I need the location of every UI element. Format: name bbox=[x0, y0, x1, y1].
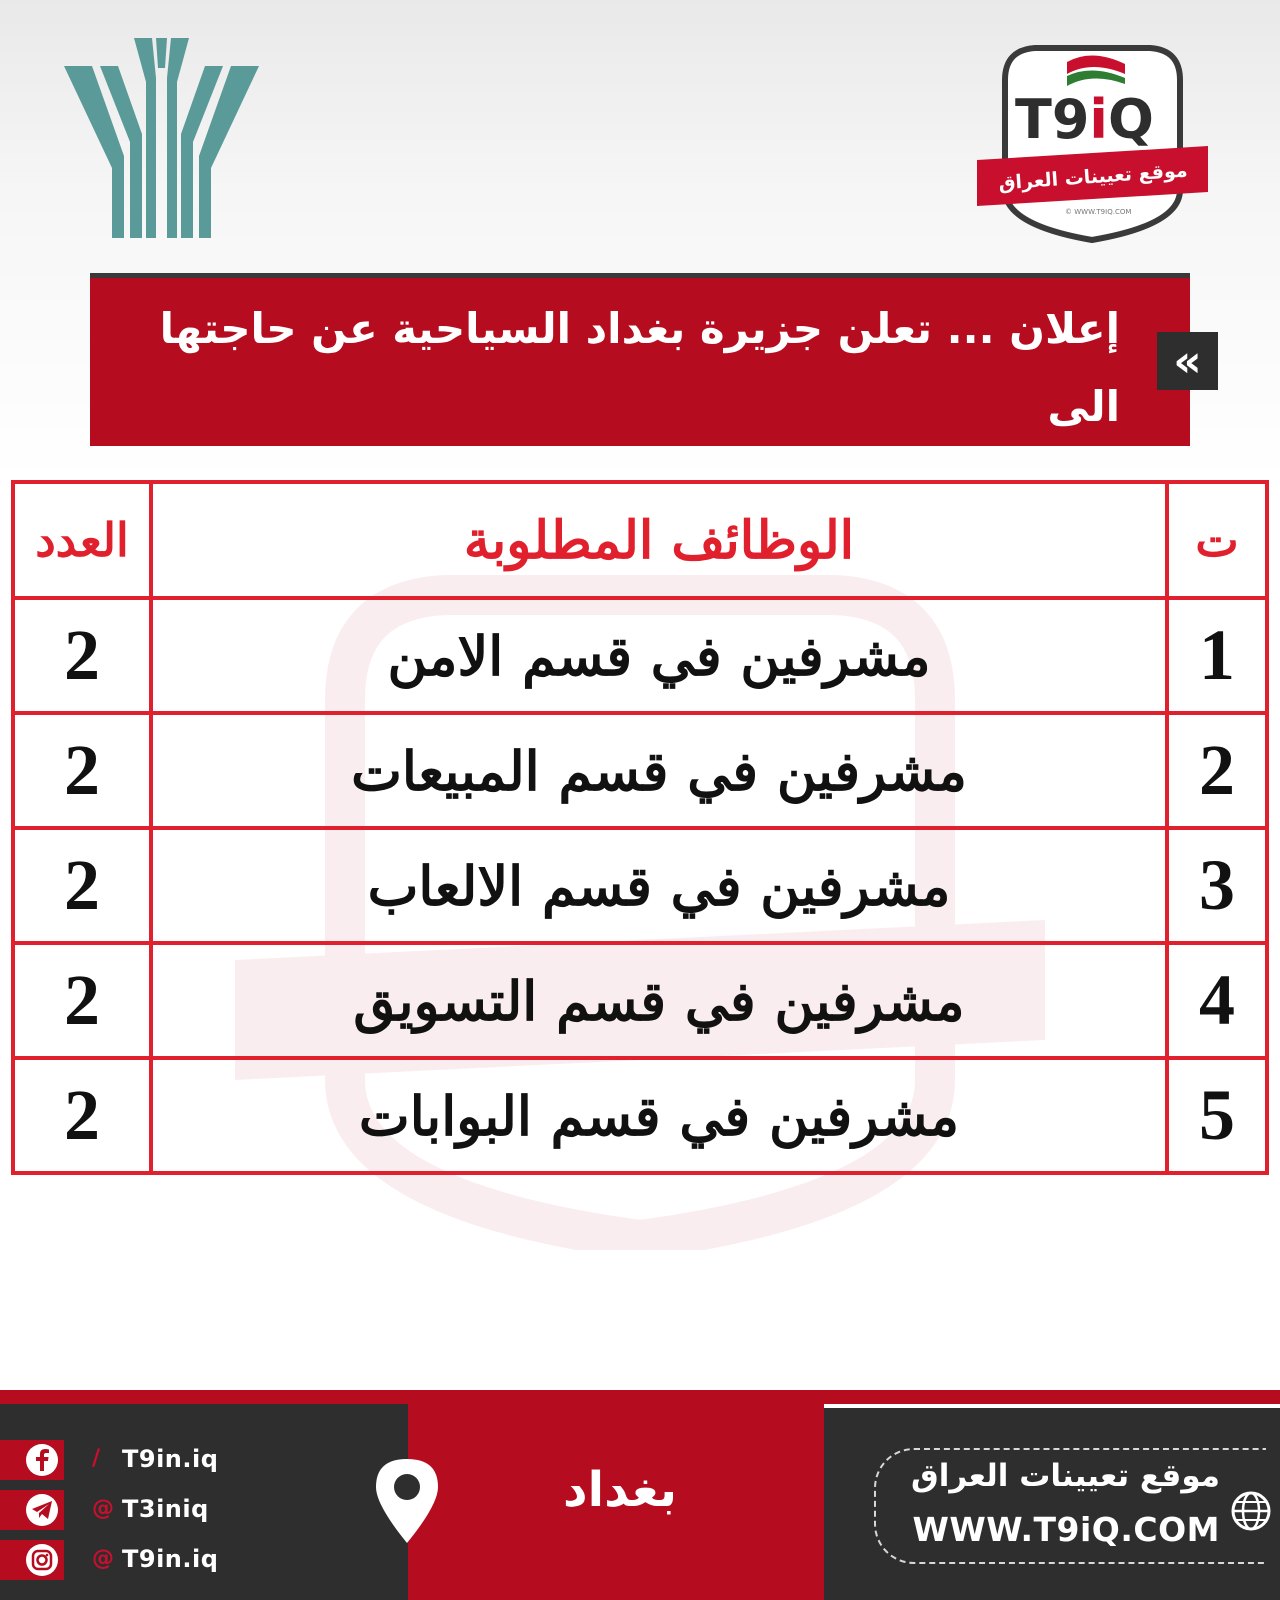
client-logo bbox=[64, 38, 259, 248]
social-handle: T9in.iq bbox=[122, 1545, 219, 1573]
row-job: مشرفين في قسم التسويق bbox=[151, 943, 1167, 1058]
brand-tagline: موقع تعيينات العراق bbox=[997, 159, 1189, 195]
header-number: ت bbox=[1167, 482, 1267, 598]
social-handle: T3iniq bbox=[122, 1495, 209, 1523]
row-number: 3 bbox=[1167, 828, 1267, 943]
row-number: 5 bbox=[1167, 1058, 1267, 1173]
row-number: 1 bbox=[1167, 598, 1267, 713]
brand-logo-text: T9iQ bbox=[1015, 88, 1154, 151]
row-number: 4 bbox=[1167, 943, 1267, 1058]
brand-logo bbox=[975, 40, 1210, 245]
social-separator: @ bbox=[92, 1496, 114, 1521]
social-handle: T9in.iq bbox=[122, 1445, 219, 1473]
header-count: العدد bbox=[13, 482, 151, 598]
table-row bbox=[13, 713, 1267, 828]
instagram-icon bbox=[26, 1544, 58, 1576]
telegram-icon bbox=[26, 1494, 58, 1526]
table-row bbox=[13, 1058, 1267, 1173]
row-job: مشرفين في قسم الالعاب bbox=[151, 828, 1167, 943]
social-instagram[interactable] bbox=[0, 1540, 400, 1580]
brand-small-url: © WWW.T9IQ.COM bbox=[1065, 208, 1132, 216]
row-count: 2 bbox=[13, 598, 151, 713]
table-row bbox=[13, 598, 1267, 713]
city-label: بغداد bbox=[563, 1462, 677, 1518]
table-row bbox=[13, 828, 1267, 943]
social-facebook[interactable] bbox=[0, 1440, 400, 1480]
globe-icon bbox=[1230, 1490, 1272, 1532]
double-chevron-icon: « bbox=[1157, 332, 1218, 390]
row-count: 2 bbox=[13, 713, 151, 828]
location-pin-icon bbox=[372, 1455, 442, 1545]
row-count: 2 bbox=[13, 828, 151, 943]
row-job: مشرفين في قسم البوابات bbox=[151, 1058, 1167, 1173]
table-header-row bbox=[13, 482, 1267, 598]
site-url-link[interactable]: WWW.T9iQ.COM bbox=[912, 1510, 1220, 1549]
row-number: 2 bbox=[1167, 713, 1267, 828]
social-telegram[interactable] bbox=[0, 1490, 400, 1530]
row-job: مشرفين في قسم المبيعات bbox=[151, 713, 1167, 828]
social-separator: @ bbox=[92, 1546, 114, 1571]
jobs-table bbox=[11, 480, 1269, 1175]
row-job: مشرفين في قسم الامن bbox=[151, 598, 1167, 713]
row-count: 2 bbox=[13, 943, 151, 1058]
headline-title: إعلان ... تعلن جزيرة بغداد السياحية عن حاجتها الى bbox=[159, 304, 1120, 431]
social-separator: / bbox=[92, 1446, 101, 1471]
row-count: 2 bbox=[13, 1058, 151, 1173]
table-row bbox=[13, 943, 1267, 1058]
header-job: الوظائف المطلوبة bbox=[151, 482, 1167, 598]
footer-stripe bbox=[0, 1390, 1280, 1404]
facebook-icon bbox=[26, 1444, 58, 1476]
site-name: موقع تعيينات العراق bbox=[911, 1458, 1220, 1494]
